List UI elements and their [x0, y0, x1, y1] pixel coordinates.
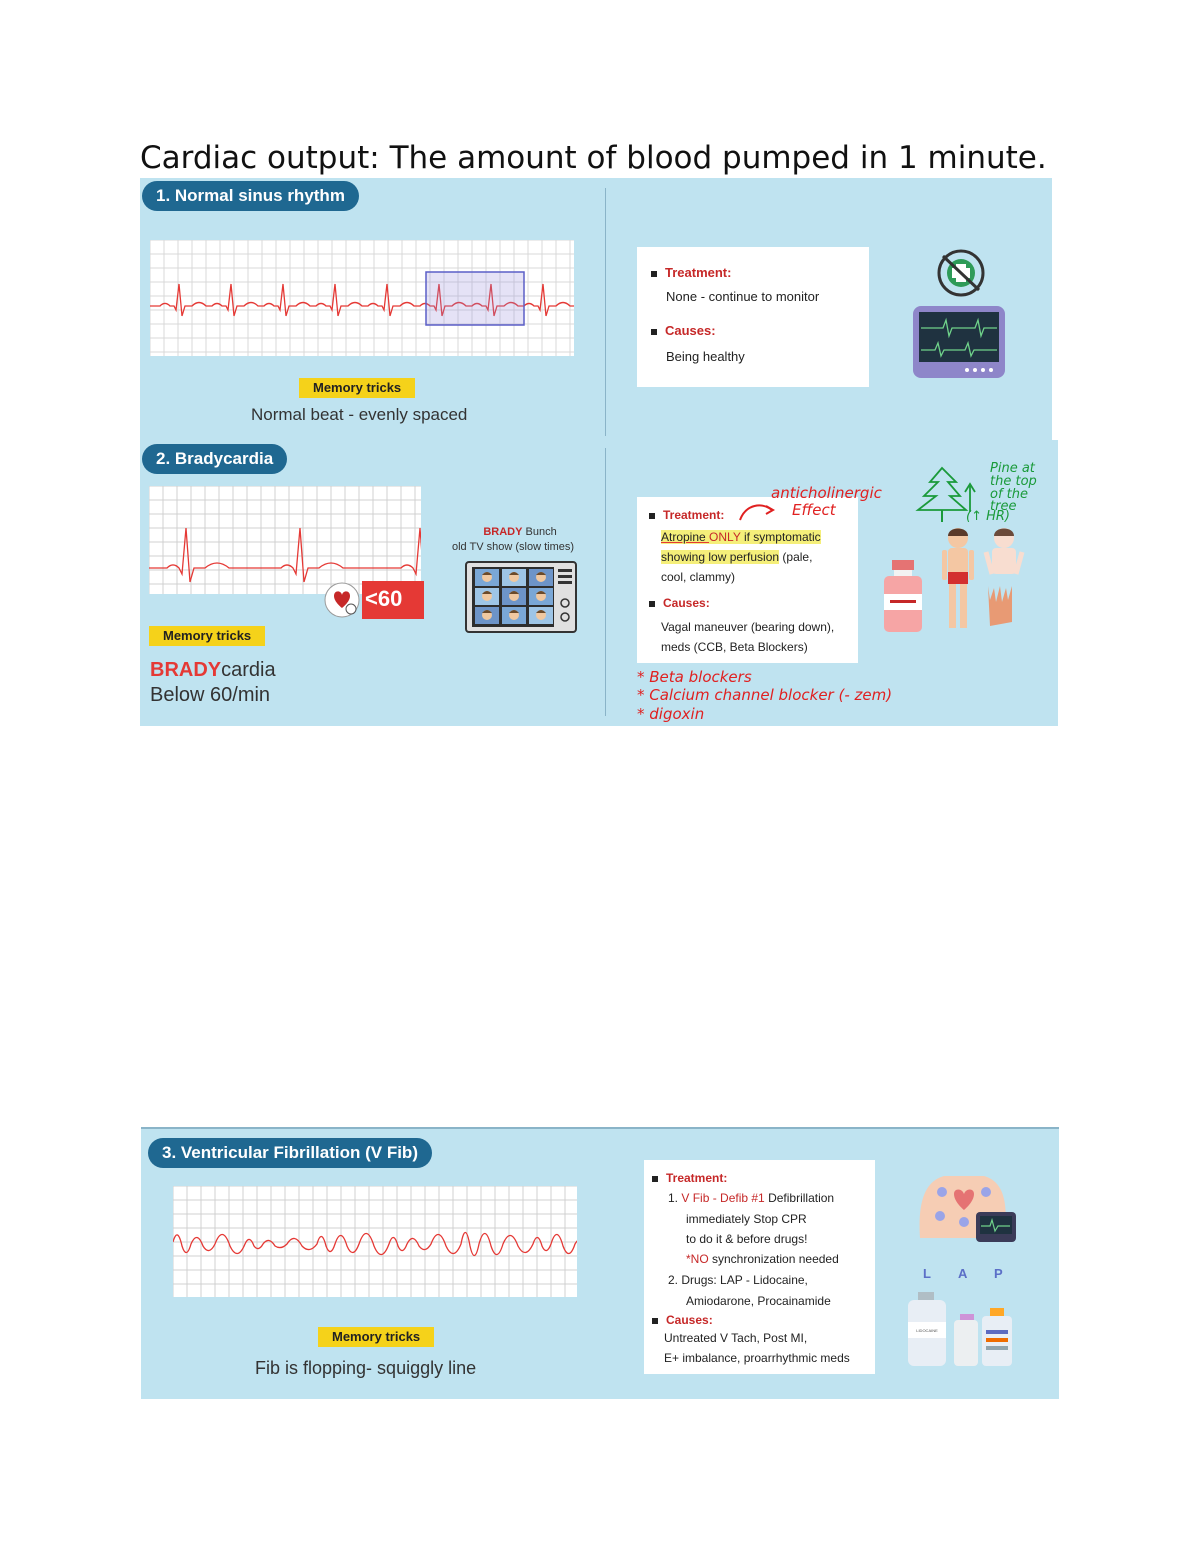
causes-line2: E+ imbalance, proarrhythmic meds	[664, 1351, 850, 1365]
treatment-item-2-line2: Amiodarone, Procainamide	[686, 1294, 831, 1308]
memory-text-3: Fib is flopping- squiggly line	[255, 1358, 477, 1378]
causes-line1: Vagal maneuver (bearing down),	[661, 620, 835, 634]
ecg-strip-vfib	[173, 1186, 577, 1297]
memory-tricks-badge-1: Memory tricks	[299, 378, 415, 398]
treatment-label: Treatment:	[666, 1171, 728, 1185]
treatment-item-1-line4: *NO synchronization needed	[686, 1252, 839, 1266]
ecg-waveform-vfib	[173, 1232, 577, 1255]
bullet-icon	[649, 601, 655, 607]
tv-screen-faces	[475, 569, 553, 624]
tv-icon	[465, 561, 577, 635]
info-card-normal-sinus	[637, 247, 869, 387]
highlight-box	[426, 272, 524, 325]
note-pine-2: the top	[990, 474, 1037, 489]
bullet-icon	[652, 1176, 658, 1182]
causes-line2: meds (CCB, Beta Blockers)	[661, 640, 808, 654]
treatment-item-1-line2: immediately Stop CPR	[686, 1212, 807, 1226]
ecg-waveform-brady	[149, 528, 421, 582]
brady-mnemonic-line2: Below 60/min	[150, 684, 271, 706]
note-effect: Effect	[792, 501, 836, 519]
bullet-icon	[651, 271, 657, 277]
causes-label: Causes:	[666, 1313, 713, 1327]
monitor-icon	[905, 248, 1015, 383]
lap-letter-a: A	[958, 1266, 968, 1281]
treatment-label: Treatment:	[665, 265, 732, 280]
section-title-normal-sinus: 1. Normal sinus rhythm	[142, 181, 359, 211]
section-title-bradycardia: 2. Bradycardia	[142, 444, 287, 474]
defibrillator-chest-illustration	[914, 1168, 1018, 1246]
panel-divider	[605, 188, 606, 436]
note-pine-3: of the	[990, 487, 1028, 502]
lap-letter-p: P	[994, 1266, 1003, 1281]
lap-letter-l: L	[923, 1266, 931, 1281]
brady-bunch-title: BRADY Bunch	[483, 526, 557, 538]
causes-label: Causes:	[665, 323, 716, 338]
note-beta-blockers: * Beta blockers	[637, 668, 752, 686]
treatment-line1: Atropine ONLY if symptomatic	[661, 530, 821, 544]
page-title: Cardiac output: The amount of blood pumped in 1 minute.	[140, 140, 1047, 176]
memory-tricks-badge-3: Memory tricks	[318, 1327, 434, 1347]
rate-badge-text: <60	[365, 586, 403, 611]
pale-person-illustration	[938, 526, 1038, 638]
atropine-bottle-icon	[880, 558, 926, 634]
causes-line1: Untreated V Tach, Post MI,	[664, 1331, 808, 1345]
bullet-icon	[652, 1318, 658, 1324]
treatment-item-1-line3: to do it & before drugs!	[686, 1232, 808, 1246]
ecg-strip-bradycardia	[149, 486, 421, 594]
memory-tricks-badge-2: Memory tricks	[149, 626, 265, 646]
treatment-item-1: 1. V Fib - Defib #1 Defibrillation	[668, 1191, 835, 1205]
brady-mnemonic-line1: BRADYcardia	[150, 659, 276, 681]
treatment-text: None - continue to monitor	[666, 289, 820, 304]
note-calcium-channel-blocker: * Calcium channel blocker (- zem)	[637, 686, 893, 704]
bullet-icon	[651, 329, 657, 335]
note-pine-4: tree	[990, 499, 1017, 514]
bullet-icon	[649, 513, 655, 519]
ecg-bradycardia-svg	[149, 486, 421, 594]
note-anticholinergic: anticholinergic	[771, 484, 882, 502]
causes-label: Causes:	[663, 596, 710, 610]
note-pine-5: (↑ HR)	[966, 509, 1010, 524]
brady-bunch-subtitle: old TV show (slow times)	[452, 541, 575, 553]
ecg-normal-sinus-svg	[150, 240, 574, 356]
treatment-label: Treatment:	[663, 508, 725, 522]
ecg-vfib-svg	[173, 1186, 577, 1297]
info-card-vfib	[644, 1160, 875, 1374]
causes-text: Being healthy	[666, 349, 745, 364]
memory-text-1: Normal beat - evenly spaced	[251, 405, 468, 424]
ecg-strip-normal-sinus	[150, 240, 574, 356]
section-title-vfib: 3. Ventricular Fibrillation (V Fib)	[148, 1138, 432, 1168]
panel-divider	[605, 448, 606, 716]
note-pine-1: Pine at	[990, 461, 1035, 476]
arrow-annotation	[736, 500, 776, 524]
treatment-line3: cool, clammy)	[661, 570, 736, 584]
treatment-line2: showing low perfusion (pale,	[661, 550, 813, 564]
treatment-item-2: 2. Drugs: LAP - Lidocaine,	[668, 1273, 808, 1287]
vial-label: LIDOCAINE	[916, 1328, 938, 1333]
note-digoxin: * digoxin	[637, 705, 705, 723]
